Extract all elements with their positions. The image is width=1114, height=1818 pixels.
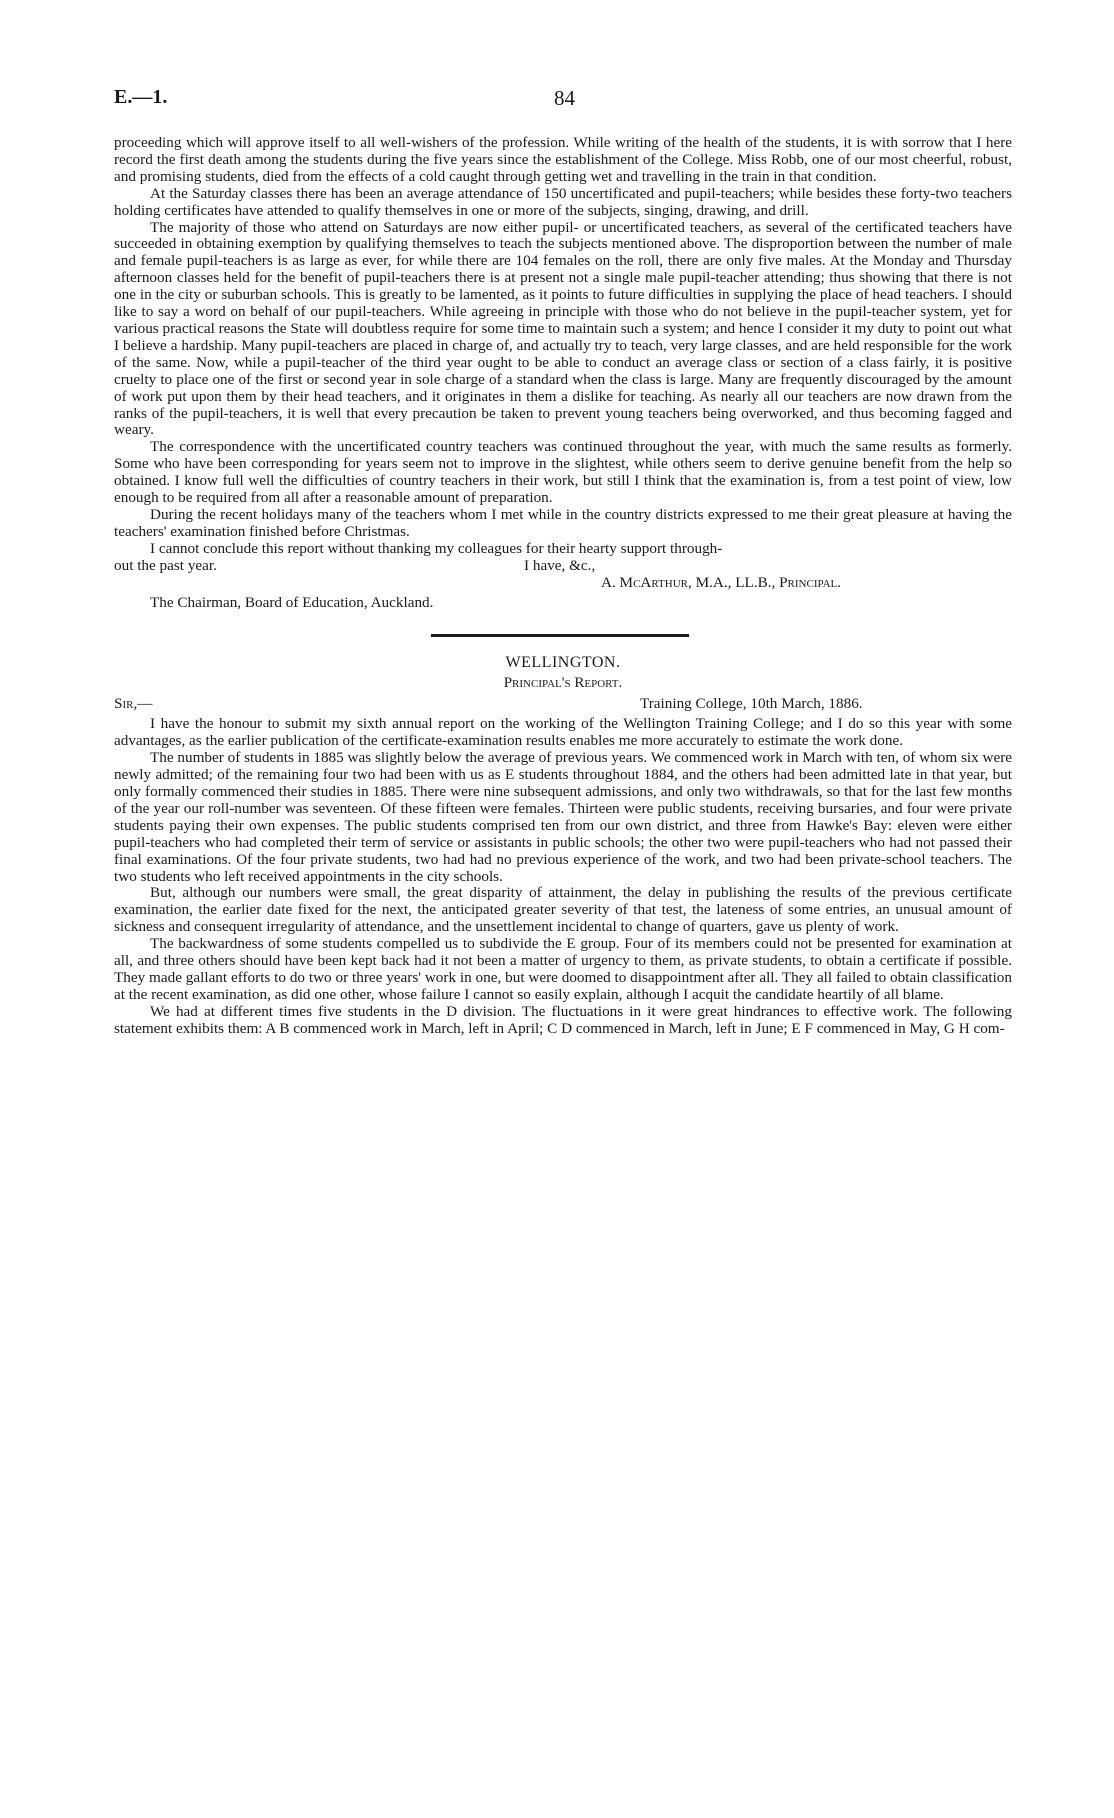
document-reference: E.—1.: [114, 86, 168, 108]
section-title: WELLINGTON.: [505, 653, 621, 671]
auckland-paragraph-4: The correspondence with the uncertificated country teachers was continued throughout the year, with much the same results as formerly. Some who have been corresponding for years seem not to improve in the slightest, while others seem to derive genuine benefit from the help so obtained. I know full well the difficulties of country teachers in their work, but still I think that the examination is, from a test point of view, low enough to be required from all after a reasonable amount of preparation.: [114, 438, 1012, 507]
closing-line: [114, 558, 1012, 575]
auckland-paragraph-5: During the recent holidays many of the teachers whom I met while in the country districts expressed to me their great pleasure at having the teachers' examination finished before Christmas.: [114, 505, 1012, 540]
section-divider: [431, 634, 689, 637]
auckland-closing: I cannot conclude this report without thanking my colleagues for their hearty support through-: [150, 539, 723, 557]
salutation-line: [114, 696, 1012, 716]
wellington-paragraph-3: But, although our numbers were small, the great disparity of attainment, the delay in publishing the results of the previous certificate examination, the earlier date fixed for the next, the anticipated greater severity of that test, the lateness of some entries, an unusual amount of sickness and consequent irregularity of attendance, and the unsettlement incidental to change of quarters, gave us plenty of work.: [114, 884, 1012, 936]
auckland-paragraph-1: proceeding which will approve itself to all well-wishers of the profession. While writing of the health of the students, it is with sorrow that I here record the first death among the students during the five years since the establishment of the College. Miss Robb, one of our most cheerful, robust, and promising students, died from the effects of a cold caught through getting wet and travelling in the train in that condition.: [114, 134, 1012, 185]
auckland-addressee: The Chairman, Board of Education, Auckland.: [150, 593, 434, 611]
salutation: Sir,—: [114, 695, 153, 713]
auckland-paragraph-2: At the Saturday classes there has been an average attendance of 150 uncertificated and pupil-teachers; while besides these forty-two teachers holding certificates have attended to qualify themselves in one or more of the subjects, singing, drawing, and drill.: [114, 184, 1012, 219]
section-subtitle: Principal's Report.: [503, 675, 623, 692]
closing-left: out the past year.: [114, 556, 217, 574]
report-body: [114, 135, 1012, 1038]
page-number: 84: [554, 86, 575, 110]
auckland-paragraph-3: The majority of those who attend on Saturdays are now either pupil- or uncertificated teachers, as several of the certificated teachers have succeeded in obtaining exemption by qualifying themselves to teach the subjects mentioned above. The disproportion between the number of male and female pupil-teachers is as large as ever, for while there are 104 females on the roll, there are only five males. At the Monday and Thursday afternoon classes held for the benefit of pupil-teachers there is at present not a single male pupil-teacher attending; thus showing that there is not one in the city or suburban schools. This is greatly to be lamented, as it points to future difficulties in supplying the place of head teachers. I should like to say a word on behalf of our pupil-teachers. While agreeing in principle with those who do not believe in the pupil-teacher system, yet for various practical reasons the State will doubtless require for some time to maintain such a system; and hence I consider it my duty to point out what I believe a hardship. Many pupil-teachers are placed in charge of, and actually try to teach, very large classes, and are held responsible for the work of the same. Now, while a pupil-teacher of the third year ought to be able to conduct an average class or section of a class fairly, it is positive cruelty to place one of the first or second year in sole charge of a standard when the class is large. Many are frequently discouraged by the amount of work put upon them by their head teachers, and it originates in them a dislike for teaching. As nearly all our teachers are now drawn from the ranks of the pupil-teachers, it is well that every precaution be taken to prevent young teachers being overworked, and thus becoming fagged and weary.: [114, 218, 1012, 439]
place-date: Training College, 10th March, 1886.: [640, 695, 863, 713]
wellington-paragraph-2: The number of students in 1885 was slightly below the average of previous years. We commenced work in March with ten, of whom six were newly admitted; of the remaining four two had been with us as E students throughout 1884, and the others had been admitted late in that year, but only formally commenced their studies in 1885. There were nine subsequent admissions, and only two withdrawals, so that for the last few months of the year our roll-number was seventeen. Of these fifteen were females. Thirteen were public students, receiving bursaries, and four were private students paying their own expenses. The public students comprised ten from our own district, and three from Hawke's Bay: eleven were either pupil-teachers who had completed their term of service or assistants in public schools; the other two were pupil-teachers who had not passed their final examinations. Of the four private students, two had had no previous experience of the work, and two had been private-school teachers. The two students who left received appointments in the city schools.: [114, 749, 1012, 885]
auckland-signature: A. McArthur, M.A., LL.B., Principal.: [601, 573, 842, 591]
closing-right: I have, &c.,: [524, 556, 596, 574]
wellington-paragraph-1: I have the honour to submit my sixth annual report on the working of the Wellington Training College; and I do so this year with some advantages, as the earlier publication of the certificate-examination results enables me more accurately to estimate the work done.: [114, 715, 1012, 750]
wellington-paragraph-5: We had at different times five students in the D division. The fluctuations in it were great hindrances to effective work. The following statement exhibits them: A B commenced work in March, left in April; C D commenced in March, left in June; E F commenced in May, G H com-: [114, 1002, 1012, 1037]
page-header: [114, 86, 1034, 110]
wellington-paragraph-4: The backwardness of some students compelled us to subdivide the E group. Four of its members could not be presented for examination at all, and three others should have been kept back had it not been a matter of urgency to them, as private students, to obtain a certificate if possible. They made gallant efforts to do two or three years' work in one, but were doomed to disappointment after all. They all failed to obtain classification at the recent examination, as did one other, whose failure I cannot so easily explain, although I acquit the candidate heartily of all blame.: [114, 935, 1012, 1003]
